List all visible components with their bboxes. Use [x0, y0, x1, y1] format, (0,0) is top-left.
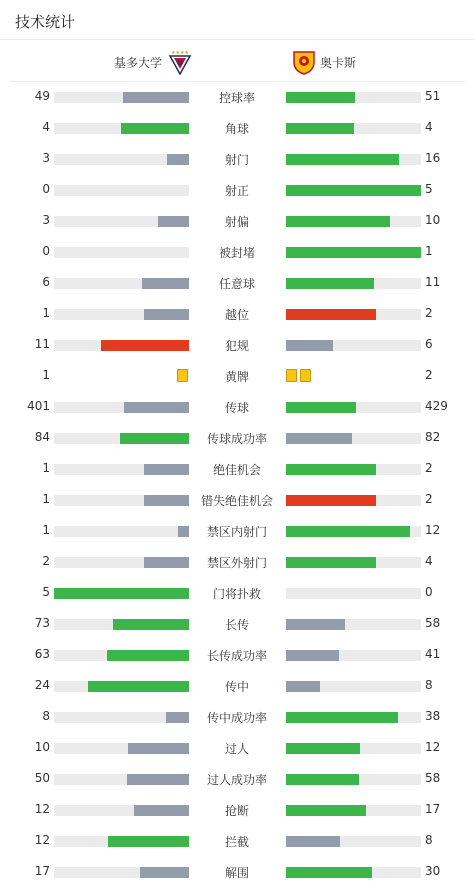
away-bar-track [286, 526, 421, 537]
away-value: 41 [425, 647, 441, 661]
stat-row [0, 330, 475, 361]
away-bar-fill [286, 495, 376, 506]
stat-label: 解围 [224, 866, 249, 880]
away-bar-track [286, 464, 421, 475]
stat-label: 长传成功率 [206, 649, 267, 663]
team-header [10, 40, 465, 82]
stat-label: 门将扑救 [212, 587, 261, 601]
stat-label: 射门 [224, 153, 249, 167]
away-bar-fill [286, 526, 410, 537]
home-bar-track [54, 402, 189, 413]
away-bar-track [286, 92, 421, 103]
stat-row [0, 113, 475, 144]
stat-label: 越位 [224, 308, 249, 322]
stat-row [0, 764, 475, 795]
home-value: 401 [27, 399, 50, 413]
stat-label: 禁区内射门 [206, 525, 267, 539]
away-bar-fill [286, 309, 376, 320]
stat-row [0, 640, 475, 671]
away-team-name: 奥卡斯 [320, 55, 357, 70]
home-bar-fill [144, 464, 189, 475]
home-bar-fill [142, 278, 189, 289]
stat-label: 犯规 [224, 339, 249, 353]
ldu-quito-shield-icon [168, 49, 192, 75]
stat-row [0, 578, 475, 609]
stat-row [0, 299, 475, 330]
home-bar-track [54, 836, 189, 847]
home-bar-fill [144, 309, 189, 320]
stat-row [0, 175, 475, 206]
home-bar-track [54, 774, 189, 785]
stat-label: 被封堵 [218, 246, 255, 260]
away-bar-fill [286, 774, 359, 785]
away-yellow-cards [286, 369, 311, 383]
home-bar-fill [120, 433, 189, 444]
away-value: 51 [425, 89, 441, 103]
home-value: 63 [34, 647, 50, 661]
home-value: 1 [42, 306, 50, 320]
away-bar-track [286, 309, 421, 320]
away-value: 2 [425, 461, 433, 475]
away-value: 429 [425, 399, 448, 413]
stat-label: 传球成功率 [206, 432, 267, 446]
home-bar-track [54, 557, 189, 568]
away-value: 12 [425, 523, 441, 537]
away-bar-track [286, 650, 421, 661]
home-bar-fill [167, 154, 189, 165]
home-value: 50 [34, 771, 50, 785]
away-value: 4 [425, 120, 433, 134]
away-bar-fill [286, 278, 374, 289]
home-bar-track [54, 681, 189, 692]
away-team[interactable] [292, 49, 356, 75]
home-bar-fill [178, 526, 189, 537]
away-bar-fill [286, 712, 398, 723]
stat-label: 过人成功率 [206, 773, 267, 787]
stat-label: 射偏 [224, 215, 249, 229]
home-bar-fill [54, 588, 189, 599]
away-bar-track [286, 154, 421, 165]
away-bar-track [286, 836, 421, 847]
home-value: 2 [42, 554, 50, 568]
away-bar-track [286, 557, 421, 568]
home-value: 4 [42, 120, 50, 134]
home-bar-track [54, 309, 189, 320]
home-value: 17 [34, 864, 50, 878]
away-value: 2 [425, 306, 433, 320]
stat-row [0, 795, 475, 826]
home-bar-fill [127, 774, 189, 785]
stat-label: 控球率 [218, 91, 255, 105]
home-value: 73 [34, 616, 50, 630]
stat-row [0, 702, 475, 733]
home-value: 10 [34, 740, 50, 754]
home-value: 1 [42, 461, 50, 475]
home-bar-track [54, 433, 189, 444]
home-bar-fill [166, 712, 189, 723]
stat-row [0, 454, 475, 485]
home-bar-track [54, 712, 189, 723]
away-bar-fill [286, 402, 356, 413]
away-value: 17 [425, 802, 441, 816]
away-bar-track [286, 216, 421, 227]
away-bar-track [286, 743, 421, 754]
home-value: 12 [34, 833, 50, 847]
home-value: 6 [42, 275, 50, 289]
stat-label: 错失绝佳机会 [200, 494, 273, 508]
away-bar-fill [286, 557, 376, 568]
away-bar-track [286, 185, 421, 196]
stat-label: 抢断 [224, 804, 249, 818]
away-value: 6 [425, 337, 433, 351]
yellow-card-icon [300, 369, 311, 382]
away-bar-fill [286, 433, 352, 444]
away-bar-track [286, 340, 421, 351]
home-bar-track [54, 650, 189, 661]
stat-label: 黄牌 [224, 370, 249, 384]
stat-row [0, 733, 475, 764]
yellow-card-icon [177, 369, 188, 382]
away-value: 2 [425, 368, 433, 382]
home-bar-track [54, 495, 189, 506]
home-bar-fill [107, 650, 189, 661]
away-bar-track [286, 247, 421, 258]
home-value: 3 [42, 213, 50, 227]
away-bar-fill [286, 340, 333, 351]
header [0, 0, 475, 40]
stat-row [0, 671, 475, 702]
home-bar-fill [121, 123, 189, 134]
stat-label: 拦截 [224, 835, 249, 849]
home-bar-track [54, 216, 189, 227]
away-bar-track [286, 123, 421, 134]
away-bar-fill [286, 154, 399, 165]
page-title: 技术统计 [15, 13, 76, 31]
home-bar-track [54, 464, 189, 475]
away-bar-fill [286, 836, 340, 847]
away-value: 30 [425, 864, 441, 878]
home-value: 0 [42, 182, 50, 196]
stat-row [0, 237, 475, 268]
home-bar-fill [134, 805, 189, 816]
home-team-name: 基多大学 [114, 55, 163, 70]
home-yellow-cards [177, 369, 188, 383]
away-value: 10 [425, 213, 441, 227]
home-value: 1 [42, 368, 50, 382]
stat-label: 传球 [224, 401, 249, 415]
away-bar-fill [286, 216, 390, 227]
away-bar-track [286, 712, 421, 723]
away-value: 2 [425, 492, 433, 506]
away-bar-fill [286, 464, 376, 475]
home-value: 1 [42, 523, 50, 537]
away-bar-fill [286, 247, 421, 258]
away-value: 58 [425, 616, 441, 630]
away-bar-fill [286, 650, 339, 661]
home-value: 5 [42, 585, 50, 599]
home-bar-track [54, 247, 189, 258]
home-bar-fill [124, 402, 189, 413]
stat-row [0, 392, 475, 423]
away-value: 82 [425, 430, 441, 444]
stat-row [0, 609, 475, 640]
stat-row [0, 144, 475, 175]
stat-label: 射正 [224, 184, 249, 198]
home-value: 3 [42, 151, 50, 165]
away-bar-fill [286, 867, 372, 878]
home-value: 49 [34, 89, 50, 103]
home-bar-track [54, 867, 189, 878]
aucas-shield-icon [292, 49, 316, 75]
stat-row [0, 826, 475, 857]
home-value: 11 [34, 337, 50, 351]
away-value: 8 [425, 678, 433, 692]
away-bar-fill [286, 92, 355, 103]
home-value: 12 [34, 802, 50, 816]
away-bar-track [286, 588, 421, 599]
home-bar-fill [113, 619, 189, 630]
home-value: 84 [34, 430, 50, 444]
away-value: 11 [425, 275, 441, 289]
home-bar-fill [88, 681, 189, 692]
home-bar-fill [158, 216, 189, 227]
away-bar-track [286, 402, 421, 413]
home-bar-track [54, 123, 189, 134]
away-value: 58 [425, 771, 441, 785]
svg-text:★★★★: ★★★★ [171, 50, 189, 56]
stat-row [0, 547, 475, 578]
home-bar-fill [101, 340, 189, 351]
away-value: 38 [425, 709, 441, 723]
stat-label: 角球 [224, 122, 249, 136]
away-bar-fill [286, 123, 354, 134]
away-bar-track [286, 867, 421, 878]
away-bar-fill [286, 619, 345, 630]
away-bar-track [286, 278, 421, 289]
away-value: 12 [425, 740, 441, 754]
home-bar-track [54, 588, 189, 599]
home-bar-track [54, 278, 189, 289]
home-bar-fill [140, 867, 189, 878]
home-bar-fill [144, 495, 189, 506]
stat-row [0, 206, 475, 237]
home-value: 8 [42, 709, 50, 723]
home-bar-fill [128, 743, 189, 754]
away-value: 1 [425, 244, 433, 258]
away-bar-fill [286, 805, 366, 816]
away-value: 8 [425, 833, 433, 847]
home-bar-track [54, 185, 189, 196]
stat-label: 任意球 [218, 277, 255, 291]
stat-row [0, 857, 475, 888]
stat-row [0, 423, 475, 454]
away-bar-fill [286, 185, 421, 196]
home-bar-track [54, 805, 189, 816]
away-bar-track [286, 681, 421, 692]
stat-label: 禁区外射门 [206, 556, 267, 570]
yellow-card-icon [286, 369, 297, 382]
home-bar-fill [144, 557, 189, 568]
stat-label: 过人 [224, 742, 249, 756]
stat-label: 长传 [224, 618, 249, 632]
away-bar-track [286, 774, 421, 785]
stat-row [0, 516, 475, 547]
stat-label: 传中成功率 [206, 711, 267, 725]
svg-text:U: U [177, 59, 183, 67]
stat-row [0, 82, 475, 113]
home-bar-track [54, 154, 189, 165]
home-bar-track [54, 340, 189, 351]
home-value: 1 [42, 492, 50, 506]
home-bar-track [54, 92, 189, 103]
stat-label: 传中 [224, 680, 249, 694]
away-bar-fill [286, 681, 320, 692]
home-value: 24 [34, 678, 50, 692]
away-bar-track [286, 805, 421, 816]
stat-row [0, 268, 475, 299]
away-bar-track [286, 495, 421, 506]
stat-row [0, 361, 475, 392]
away-value: 5 [425, 182, 433, 196]
home-bar-fill [108, 836, 189, 847]
stat-label: 绝佳机会 [212, 463, 261, 477]
away-value: 4 [425, 554, 433, 568]
away-value: 0 [425, 585, 433, 599]
away-bar-track [286, 619, 421, 630]
home-bar-track [54, 619, 189, 630]
home-value: 0 [42, 244, 50, 258]
home-bar-track [54, 526, 189, 537]
away-value: 16 [425, 151, 441, 165]
home-bar-track [54, 743, 189, 754]
home-bar-fill [123, 92, 189, 103]
away-bar-fill [286, 743, 360, 754]
home-team[interactable] [114, 49, 192, 75]
stat-row [0, 485, 475, 516]
away-bar-track [286, 433, 421, 444]
